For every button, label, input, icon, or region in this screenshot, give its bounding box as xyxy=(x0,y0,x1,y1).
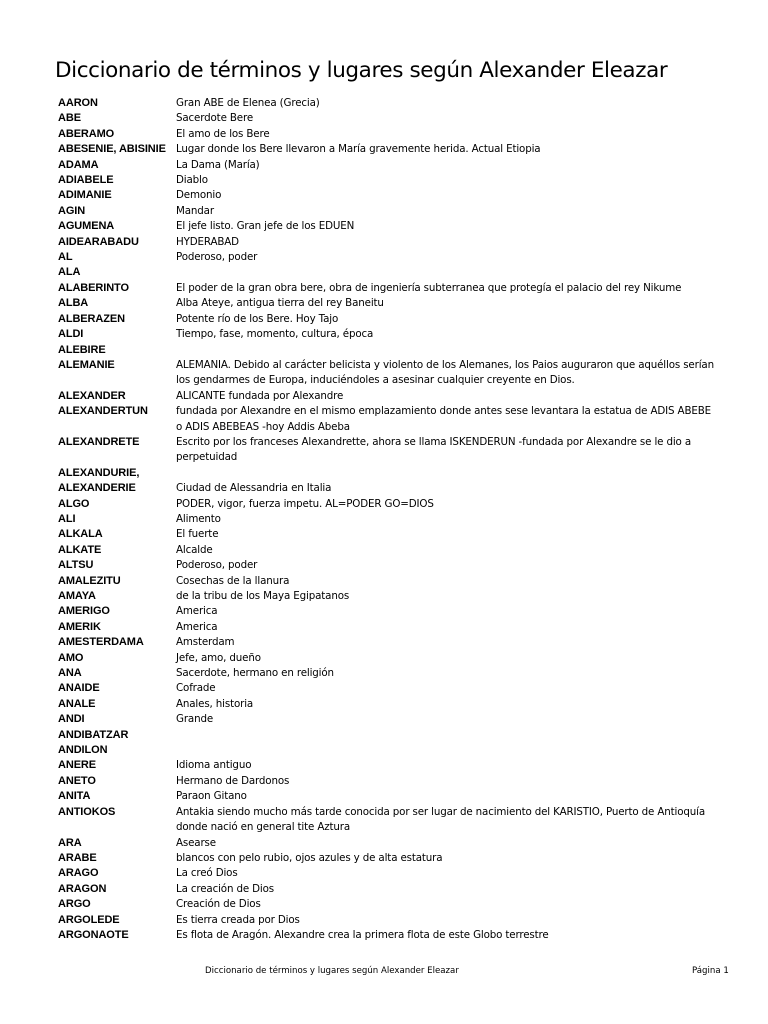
entry-definition: Lugar donde los Bere llevaron a María gravemente herida. Actual Etiopia xyxy=(176,143,541,156)
entry-term: ALKALA xyxy=(58,528,103,541)
glossary-entry xyxy=(58,666,718,681)
entry-term: AMO xyxy=(58,651,84,664)
entry-definition: Demonio xyxy=(176,189,222,202)
glossary-entry xyxy=(58,204,718,219)
entry-definition: Es tierra creada por Dios xyxy=(176,913,300,926)
glossary-entry xyxy=(58,620,718,635)
entry-term: ARGONAOTE xyxy=(58,928,129,941)
entry-definition: PODER, vigor, fuerza impetu. AL=PODER GO=DIOS xyxy=(176,497,434,510)
entry-term: AARON xyxy=(58,97,98,109)
entry-definition: Creación de Dios xyxy=(176,898,261,911)
entry-definition: America xyxy=(176,620,218,633)
entry-term: ABE xyxy=(58,112,81,125)
entry-term: ANTIOKOS xyxy=(58,805,116,818)
entry-term: ALEXANDERTUN xyxy=(58,405,148,418)
glossary-entry xyxy=(58,481,718,496)
glossary-entry xyxy=(58,188,718,203)
glossary-entry xyxy=(58,111,718,126)
glossary-entry xyxy=(58,743,718,758)
entry-term: AGIN xyxy=(58,204,86,217)
glossary-entry xyxy=(58,558,718,573)
glossary-entry xyxy=(58,219,718,234)
entry-definition: El jefe listo. Gran jefe de los EDUEN xyxy=(176,220,355,233)
glossary-entry xyxy=(58,789,718,804)
entry-definition: El amo de los Bere xyxy=(176,127,270,140)
entry-definition: La Dama (María) xyxy=(176,158,260,171)
glossary-entry xyxy=(58,312,718,327)
glossary-entry xyxy=(58,774,718,789)
glossary-entry xyxy=(58,851,718,866)
entry-definition: Jefe, amo, dueño xyxy=(176,651,261,664)
glossary-entry xyxy=(58,466,718,481)
glossary-entry xyxy=(58,358,718,389)
entry-definition: La creación de Dios xyxy=(176,882,275,895)
entry-term: ARA xyxy=(58,836,82,849)
entry-definition: Gran ABE de Elenea (Grecia) xyxy=(176,97,320,109)
entry-term: ABESENIE, ABISINIE xyxy=(58,143,166,156)
entry-term: ALEXANDERIE xyxy=(58,482,136,495)
entry-definition: Cosechas de la llanura xyxy=(176,574,290,587)
entry-definition: Poderoso, poder xyxy=(176,559,258,572)
entry-definition: Idioma antiguo xyxy=(176,759,252,772)
glossary-entry xyxy=(58,512,718,527)
entry-definition: ALICANTE fundada por Alexandre xyxy=(176,389,344,402)
glossary-entry xyxy=(58,96,718,111)
entry-definition: La creó Dios xyxy=(176,867,238,880)
entry-definition: Antakia siendo mucho más tarde conocida por ser lugar de nacimiento del KARISTIO, Puerto de Antioquía donde nació en general tite Aztura xyxy=(176,805,705,834)
entry-definition: El poder de la gran obra bere, obra de ingeniería subterranea que protegía el palacio del rey Nikume xyxy=(176,281,682,294)
entry-definition: Hermano de Dardonos xyxy=(176,774,290,787)
entry-definition xyxy=(176,728,718,743)
entry-term: AMESTERDAMA xyxy=(58,636,144,649)
entry-term: ANDILON xyxy=(58,744,108,757)
entry-definition: Alba Ateye, antigua tierra del rey Baneitu xyxy=(176,297,384,310)
glossary-entry xyxy=(58,543,718,558)
entry-definition: Paraon Gitano xyxy=(176,790,247,803)
entry-definition: Anales, historia xyxy=(176,697,254,710)
entry-term: ALKATE xyxy=(58,543,102,556)
glossary-entry xyxy=(58,866,718,881)
glossary-entry xyxy=(58,173,718,188)
entry-definition: HYDERABAD xyxy=(176,235,239,248)
entry-definition xyxy=(176,466,718,481)
entry-definition: Potente río de los Bere. Hoy Tajo xyxy=(176,312,339,325)
entry-term: ALEMANIE xyxy=(58,358,115,371)
glossary-entry xyxy=(58,343,718,358)
entry-definition: El fuerte xyxy=(176,528,219,541)
footer-title: Diccionario de términos y lugares según Alexander Eleazar xyxy=(205,966,459,976)
glossary-entry xyxy=(58,928,718,943)
entry-definition: Escrito por los franceses Alexandrette, ahora se llama ISKENDERUN -fundada por Alexandre se le dio a perpetuidad xyxy=(176,435,691,464)
entry-definition: Es flota de Aragón. Alexandre crea la primera flota de este Globo terrestre xyxy=(176,928,549,941)
glossary-entry xyxy=(58,404,718,435)
glossary-entry xyxy=(58,758,718,773)
glossary-entry xyxy=(58,836,718,851)
entry-definition xyxy=(176,743,718,758)
entry-term: ANAIDE xyxy=(58,682,100,695)
entry-term: ARAGO xyxy=(58,867,99,880)
entry-definition: Poderoso, poder xyxy=(176,251,258,264)
page-number: Página 1 xyxy=(692,966,729,976)
entry-term: AL xyxy=(58,251,73,264)
glossary-entry xyxy=(58,897,718,912)
glossary-entry xyxy=(58,527,718,542)
entry-term: ANERE xyxy=(58,759,97,772)
entry-term: AMALEZITU xyxy=(58,574,121,587)
glossary-entry xyxy=(58,265,718,280)
entry-term: ANITA xyxy=(58,790,91,803)
entry-definition: Ciudad de Alessandria en Italia xyxy=(176,482,332,495)
glossary-entry xyxy=(58,296,718,311)
entry-definition: Tiempo, fase, momento, cultura, época xyxy=(176,328,374,341)
entry-term: AIDEARABADU xyxy=(58,235,139,248)
glossary-entry xyxy=(58,281,718,296)
glossary-entry xyxy=(58,250,718,265)
entry-definition: Mandar xyxy=(176,204,214,217)
glossary-entry xyxy=(58,635,718,650)
glossary-entry xyxy=(58,604,718,619)
entry-definition: America xyxy=(176,605,218,618)
entry-term: ALEXANDER xyxy=(58,389,126,402)
entry-term: ALBA xyxy=(58,297,89,310)
glossary-entry xyxy=(58,235,718,250)
entry-definition: fundada por Alexandre en el mismo emplazamiento donde antes sese levantara la estatua de ADIS ABEBE o ADIS ABEBEAS -hoy Addis Abeba xyxy=(176,405,711,433)
entry-definition xyxy=(176,265,718,280)
entry-term: ANALE xyxy=(58,697,96,710)
glossary-entry xyxy=(58,327,718,342)
entry-term: AMAYA xyxy=(58,590,96,602)
glossary-entry xyxy=(58,697,718,712)
entry-term: ARGOLEDE xyxy=(58,913,120,926)
entry-term: ARAGON xyxy=(58,882,107,895)
entry-term: ALA xyxy=(58,266,81,279)
glossary-entry xyxy=(58,158,718,173)
glossary-entry xyxy=(58,681,718,696)
entry-term: ALBERAZEN xyxy=(58,312,125,325)
entry-term: ALEXANDURIE, xyxy=(58,466,140,479)
entry-term: ALGO xyxy=(58,497,90,510)
entry-definition: Cofrade xyxy=(176,682,216,695)
entry-definition: Sacerdote Bere xyxy=(176,112,254,125)
glossary-entry xyxy=(58,435,718,466)
entry-term: ALDI xyxy=(58,328,84,341)
glossary-entry xyxy=(58,574,718,589)
glossary-entry xyxy=(58,712,718,727)
glossary-entry xyxy=(58,497,718,512)
entry-term: ABERAMO xyxy=(58,127,115,140)
glossary-entry xyxy=(58,882,718,897)
entry-definition: de la tribu de los Maya Egipatanos xyxy=(176,590,350,602)
entry-term: AMERIK xyxy=(58,620,101,633)
entry-definition: Grande xyxy=(176,713,214,726)
glossary-entry xyxy=(58,913,718,928)
entry-definition: Sacerdote, hermano en religión xyxy=(176,667,334,680)
entry-definition: blancos con pelo rubio, ojos azules y de alta estatura xyxy=(176,851,443,864)
glossary-entry xyxy=(58,127,718,142)
entry-term: ALEBIRE xyxy=(58,343,106,356)
glossary-entry xyxy=(58,805,718,836)
entry-term: ARABE xyxy=(58,851,97,864)
entry-term: ALEXANDRETE xyxy=(58,435,140,448)
entry-term: AMERIGO xyxy=(58,605,110,618)
entry-term: ALTSU xyxy=(58,559,94,572)
entry-term: ANDIBATZAR xyxy=(58,728,129,741)
entry-definition: Alcalde xyxy=(176,543,213,556)
glossary-entry xyxy=(58,389,718,404)
entry-term: ANDI xyxy=(58,713,85,726)
glossary-list xyxy=(58,96,718,943)
entry-term: ALI xyxy=(58,512,76,525)
glossary-entry xyxy=(58,651,718,666)
page-title: Diccionario de términos y lugares según Alexander Eleazar xyxy=(55,58,668,83)
entry-term: ALABERINTO xyxy=(58,281,129,294)
glossary-entry xyxy=(58,728,718,743)
entry-definition: Alimento xyxy=(176,512,221,525)
entry-definition xyxy=(176,343,718,358)
entry-definition: Diablo xyxy=(176,174,208,187)
entry-term: ARGO xyxy=(58,898,91,911)
entry-term: ADIMANIE xyxy=(58,189,112,202)
entry-term: ADAMA xyxy=(58,158,99,171)
glossary-entry xyxy=(58,589,718,604)
entry-term: ANA xyxy=(58,667,82,680)
entry-term: AGUMENA xyxy=(58,220,115,233)
entry-term: ADIABELE xyxy=(58,174,114,187)
glossary-entry xyxy=(58,142,718,157)
entry-term: ANETO xyxy=(58,774,96,787)
entry-definition: ALEMANIA. Debido al carácter belicista y violento de los Alemanes, los Paios auguraron que aquéllos serían los gendarmes de Europa, induciéndoles a asesinar cualquier creyente en Dios. xyxy=(176,358,714,387)
entry-definition: Asearse xyxy=(176,836,216,849)
entry-definition: Amsterdam xyxy=(176,636,235,649)
